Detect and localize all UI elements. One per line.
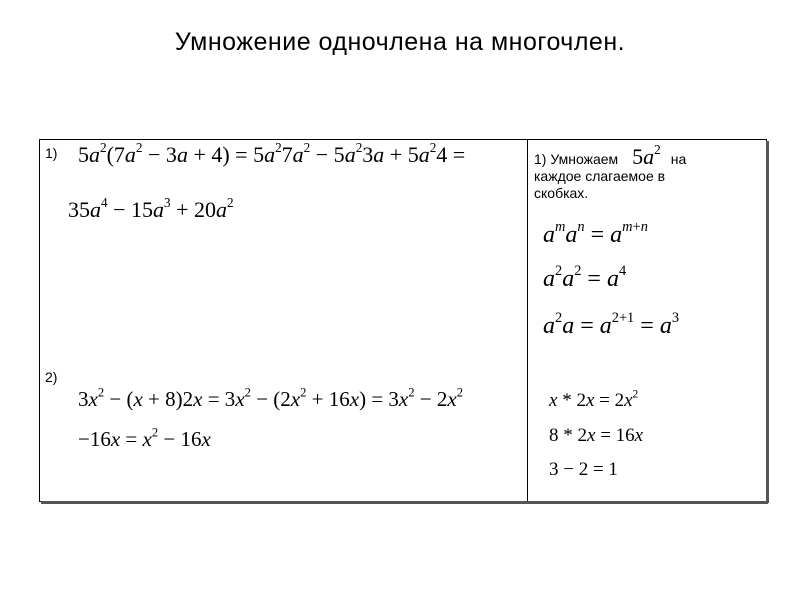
rule-note-line-2: каждое слагаемое в bbox=[534, 168, 666, 184]
power-rule-general: $a^ma^n = a^{m+n}$ bbox=[543, 219, 648, 248]
rule-note bbox=[534, 142, 687, 202]
item-2-number: 2) bbox=[45, 369, 58, 385]
hint-2-line-3: 3 − 2 = 1 bbox=[549, 459, 618, 480]
item-1-number: 1) bbox=[45, 145, 58, 161]
equation-2-line-1: $3x^2 - (x + 8)2x = 3x^2 - (2x^2 + 16x) = 3x^2 - 2x^2$ bbox=[78, 385, 464, 411]
power-rule-example-1: $a^2a^2 = a^4$ bbox=[543, 263, 627, 292]
hint-2-line-1: $x * 2x = 2x^2$ bbox=[549, 388, 639, 411]
hint-2-line-2: 8 * 2x = 16x bbox=[549, 425, 644, 446]
rule-note-line-3: скобках. bbox=[534, 185, 589, 201]
power-rule-example-2: $a^2a = a^{2+1} = a^3$ bbox=[543, 310, 680, 339]
equation-1-line-2: $35a^4 - 15a^3 + 20a^2$ bbox=[68, 195, 234, 222]
table-shadow-right bbox=[766, 141, 769, 503]
equation-2-line-2: $-16x = x^2 - 16x$ bbox=[78, 425, 211, 451]
rule-note-suffix: на bbox=[670, 151, 687, 167]
rule-note-prefix: 1) Умножаем bbox=[534, 151, 619, 167]
equation-1-line-1: $5a^2(7a^2 - 3a + 4) = 5a^27a^2 - 5a^23a + 5a^24$ = bbox=[78, 140, 466, 167]
table-shadow bbox=[41, 501, 768, 504]
monomial-5a2: $5a^2$ bbox=[632, 142, 661, 169]
slide-title: Умножение одночлена на многочлен. bbox=[174, 28, 626, 56]
